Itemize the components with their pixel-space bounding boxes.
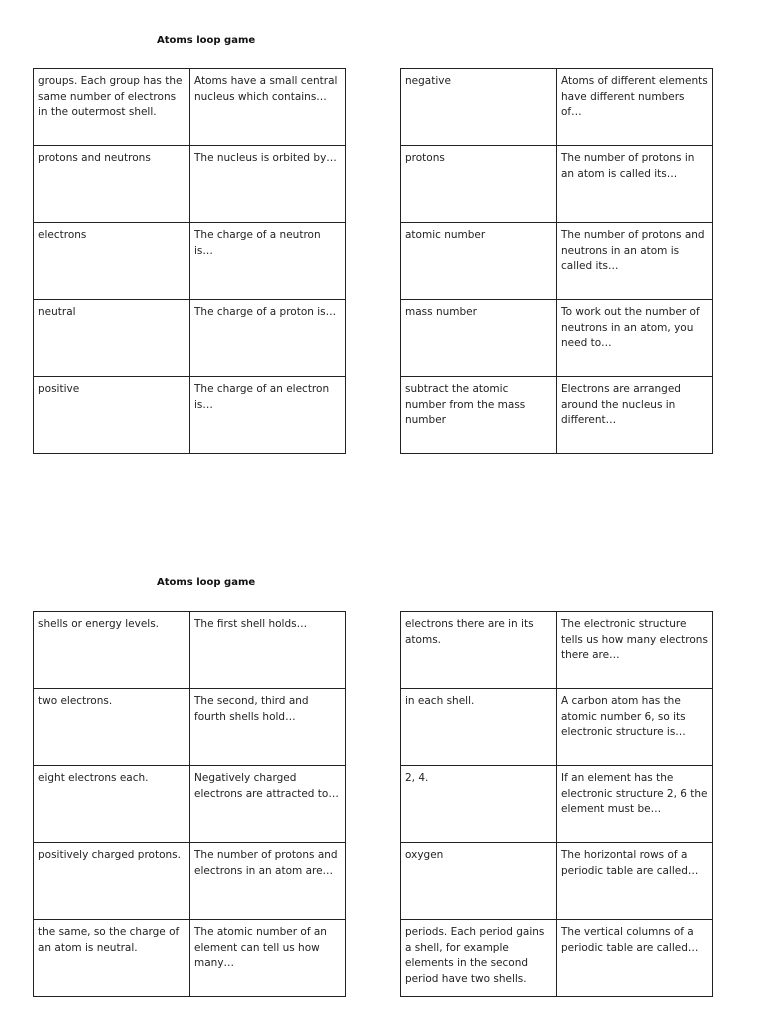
card-table-left [33,611,346,997]
question-cell: The electronic structure tells us how many electrons there are… [557,612,713,689]
table-row [34,377,346,454]
table-row [34,843,346,920]
table-row [34,146,346,223]
table-row [34,223,346,300]
answer-cell: atomic number [401,223,557,300]
question-cell: The charge of an electron is… [190,377,346,454]
table-row [401,920,713,997]
question-cell: If an element has the electronic structure 2, 6 the element must be… [557,766,713,843]
table-row [34,612,346,689]
page-title: Atoms loop game [157,577,256,588]
question-cell: The charge of a proton is… [190,300,346,377]
question-cell: Atoms have a small central nucleus which contains… [190,69,346,146]
question-cell: To work out the number of neutrons in an atom, you need to… [557,300,713,377]
table-row [401,766,713,843]
question-cell: Electrons are arranged around the nucleus in different… [557,377,713,454]
question-cell: Negatively charged electrons are attracted to… [190,766,346,843]
card-table-right [400,611,713,997]
question-cell: The second, third and fourth shells hold… [190,689,346,766]
table-row [401,146,713,223]
question-cell: Atoms of different elements have different numbers of… [557,69,713,146]
question-cell: The number of protons in an atom is called its… [557,146,713,223]
card-table-right [400,68,713,454]
answer-cell: in each shell. [401,689,557,766]
table-row [34,69,346,146]
answer-cell: periods. Each period gains a shell, for example elements in the second period have two shells. [401,920,557,997]
answer-cell: groups. Each group has the same number of electrons in the outermost shell. [34,69,190,146]
question-cell: The vertical columns of a periodic table are called… [557,920,713,997]
answer-cell: negative [401,69,557,146]
answer-cell: eight electrons each. [34,766,190,843]
table-row [401,69,713,146]
answer-cell: two electrons. [34,689,190,766]
answer-cell: electrons [34,223,190,300]
answer-cell: 2, 4. [401,766,557,843]
table-row [401,843,713,920]
page-title: Atoms loop game [157,35,256,46]
table-row [34,300,346,377]
table-row [401,689,713,766]
answer-cell: protons and neutrons [34,146,190,223]
table-row [34,689,346,766]
answer-cell: subtract the atomic number from the mass number [401,377,557,454]
answer-cell: protons [401,146,557,223]
answer-cell: neutral [34,300,190,377]
question-cell: The horizontal rows of a periodic table are called… [557,843,713,920]
table-row [34,920,346,997]
answer-cell: mass number [401,300,557,377]
answer-cell: oxygen [401,843,557,920]
question-cell: The first shell holds… [190,612,346,689]
question-cell: The number of protons and neutrons in an atom is called its… [557,223,713,300]
answer-cell: the same, so the charge of an atom is neutral. [34,920,190,997]
question-cell: The nucleus is orbited by… [190,146,346,223]
card-table-left [33,68,346,454]
question-cell: The atomic number of an element can tell us how many… [190,920,346,997]
answer-cell: shells or energy levels. [34,612,190,689]
answer-cell: positively charged protons. [34,843,190,920]
question-cell: A carbon atom has the atomic number 6, so its electronic structure is… [557,689,713,766]
answer-cell: positive [34,377,190,454]
answer-cell: electrons there are in its atoms. [401,612,557,689]
table-row [401,612,713,689]
table-row [401,377,713,454]
table-row [401,300,713,377]
table-row [34,766,346,843]
table-row [401,223,713,300]
question-cell: The number of protons and electrons in an atom are… [190,843,346,920]
question-cell: The charge of a neutron is… [190,223,346,300]
